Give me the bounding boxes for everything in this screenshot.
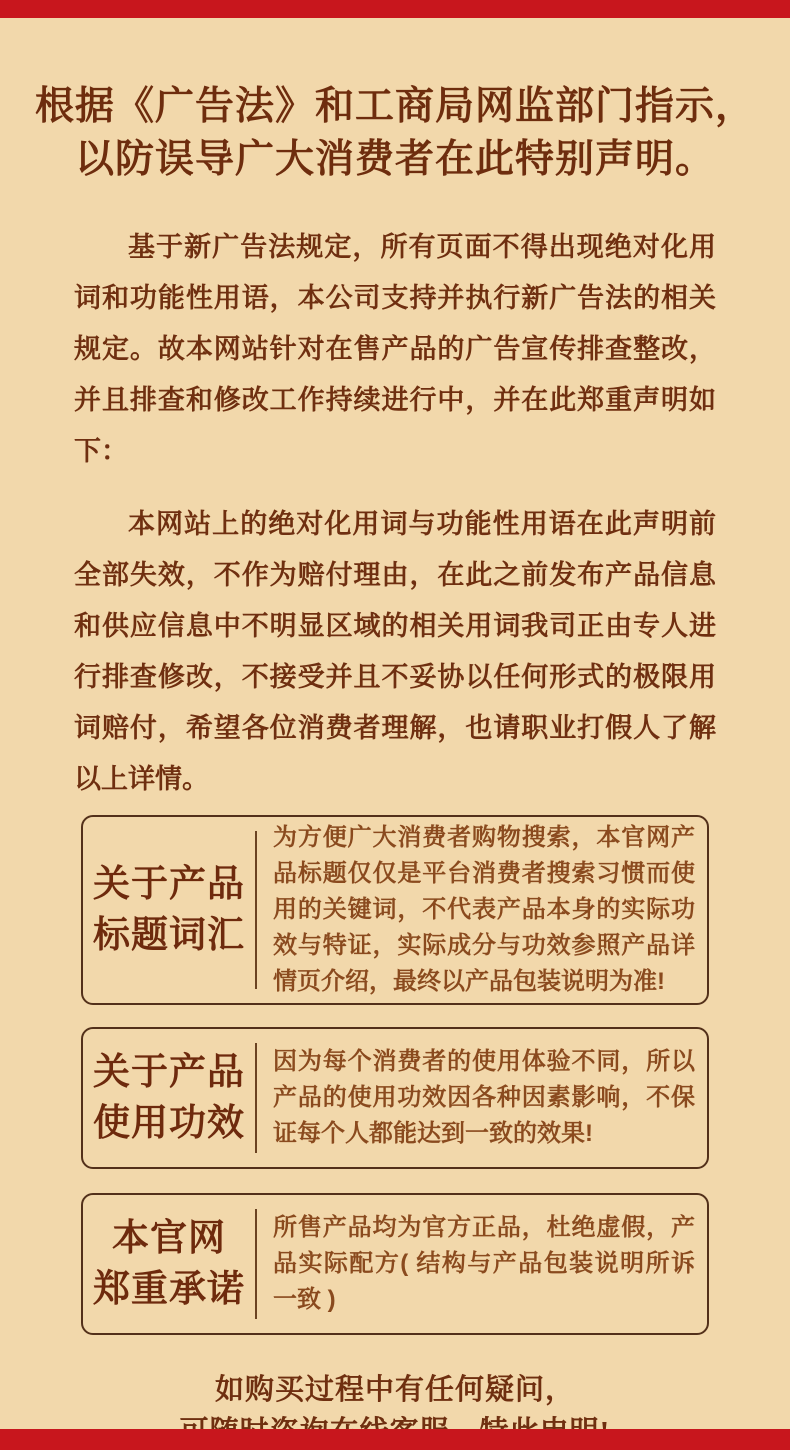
statement-title	[0, 0, 790, 186]
notice-box-label-line-2: 标题词汇	[93, 915, 245, 956]
notice-box-label-line-2: 郑重承诺	[93, 1269, 245, 1310]
top-red-bar	[0, 0, 790, 18]
notice-box-label-line-1: 关于产品	[93, 1052, 245, 1093]
footer-note-line-1: 如购买过程中有任何疑问，	[214, 1374, 575, 1406]
notice-box-official-promise	[81, 1193, 709, 1335]
notice-box-label-line-2: 使用功效	[93, 1103, 245, 1144]
statement-title-line-1: 根据《广告法》和工商局网监部门指示，	[34, 85, 755, 128]
statement-title-line-2: 以防误导广大消费者在此特别声明。	[74, 138, 715, 181]
bottom-red-bar	[0, 1429, 790, 1450]
notice-box-body	[257, 817, 707, 1003]
notice-box-label-line-1: 关于产品	[93, 864, 245, 905]
notice-box-body	[257, 1195, 707, 1333]
notice-box-product-title-terms	[81, 815, 709, 1005]
statement-paragraph-1: 基于新广告法规定，所有页面不得出现绝对化用词和功能性用语，本公司支持并执行新广告法的相关规定。故本网站针对在售产品的广告宣传排查整改，并且排查和修改工作持续进行中，并在此郑重声明如下：	[74, 232, 716, 466]
notice-box-body-text: 所售产品均为官方正品，杜绝虚假，产品实际配方( 结构与产品包装说明所诉一致 )	[273, 1214, 695, 1313]
notice-box-body-text: 因为每个消费者的使用体验不同，所以产品的使用功效因各种因素影响，不保证每个人都能达到一致的效果!	[273, 1048, 695, 1147]
notice-box-label-line-1: 本官网	[112, 1218, 226, 1259]
notice-box-body-text: 为方便广大消费者购物搜索，本官网产品标题仅仅是平台消费者搜索习惯而使用的关键词，不代表产品本身的实际功效与特证，实际成分与功效参照产品详情页介绍，最终以产品包装说明为准!	[273, 824, 695, 995]
notice-box-label	[83, 817, 255, 1003]
notice-box-product-effects	[81, 1027, 709, 1169]
notice-box-label	[83, 1195, 255, 1333]
notice-box-body	[257, 1029, 707, 1167]
notice-box-label	[83, 1029, 255, 1167]
statement-paragraph-2: 本网站上的绝对化用词与功能性用语在此声明前全部失效，不作为赔付理由，在此之前发布产品信息和供应信息中不明显区域的相关用词我司正由专人进行排查修改，不接受并且不妥协以任何形式的极限用词赔付，希望各位消费者理解，也请职业打假人了解以上详情。	[74, 509, 716, 794]
